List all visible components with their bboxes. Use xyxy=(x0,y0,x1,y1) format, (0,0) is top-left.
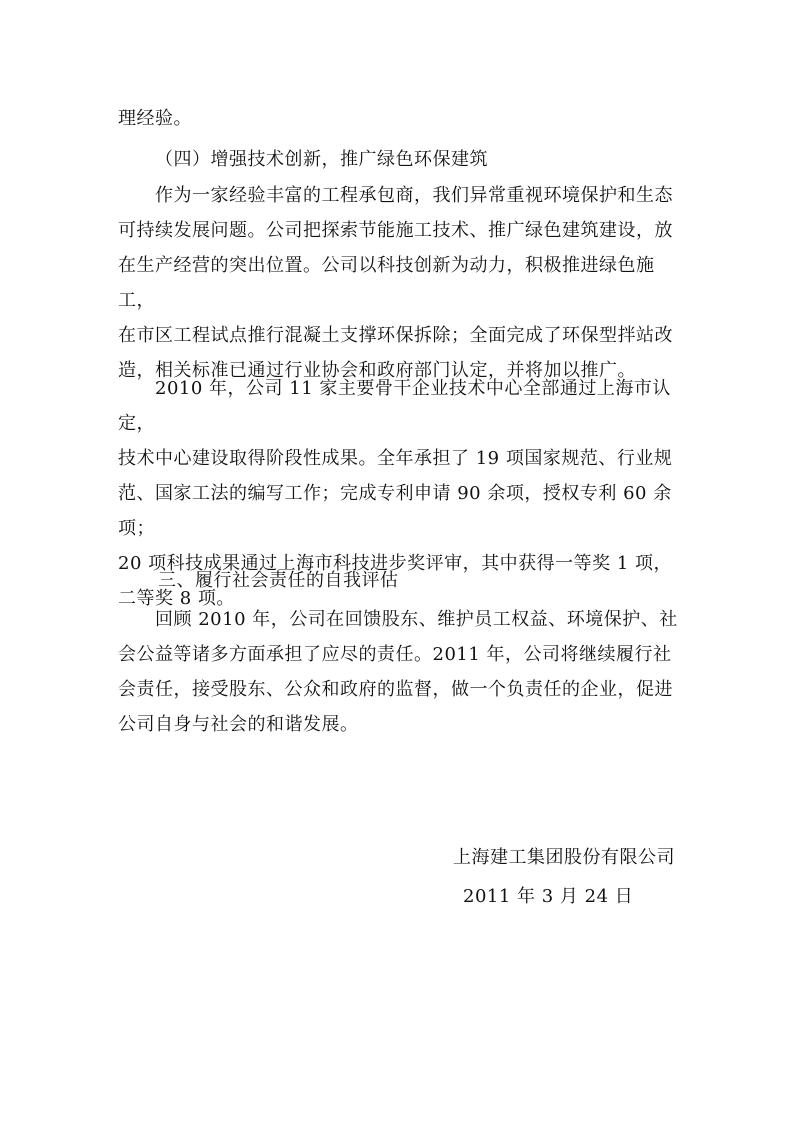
section-four-paragraph-1: 作为一家经验丰富的工程承包商，我们异常重视环境保护和生态 可持续发展问题。公司把探索节能施工技术、推广绿色建筑建设，放 在生产经营的突出位置。公司以科技创新为动力，积极推进绿色施工， 在市区工程试点推行混凝土支撑环保拆除；全面完成了环保型拌站改 造，相关标准已通过行业协会和政府部门认定，并将加以推广。 xyxy=(118,185,673,381)
signature-company: 上海建工集团股份有限公司 xyxy=(453,847,675,868)
section-three-paragraph: 回顾 2010 年，公司在回馈股东、维护员工权益、环境保护、社 会公益等诸多方面承担了应尽的责任。2011 年，公司将继续履行社 会责任，接受股东、公众和政府的监督，做一个负责任的企业，促进 公司自身与社会的和谐发展。 xyxy=(118,609,678,735)
section-four-heading: （四）增强技术创新，推广绿色环保建筑 xyxy=(155,149,488,170)
signature-date: 2011 年 3 月 24 日 xyxy=(463,886,634,907)
section-three-heading: 三、履行社会责任的自我评估 xyxy=(158,570,399,591)
section-four-paragraph-2: 2010 年，公司 11 家主要骨干企业技术中心全部通过上海市认定， 技术中心建设取得阶段性成果。全年承担了 19 项国家规范、行业规 范、国家工法的编写工作；完成专利申请 90 余项，授权专利 60 余项； 20 项科技成果通过上海市科技进步奖评审，其中获得一等奖 1 项， 二等奖 8 项。 xyxy=(118,378,673,609)
continuation-text: 理经验。 xyxy=(118,108,192,129)
